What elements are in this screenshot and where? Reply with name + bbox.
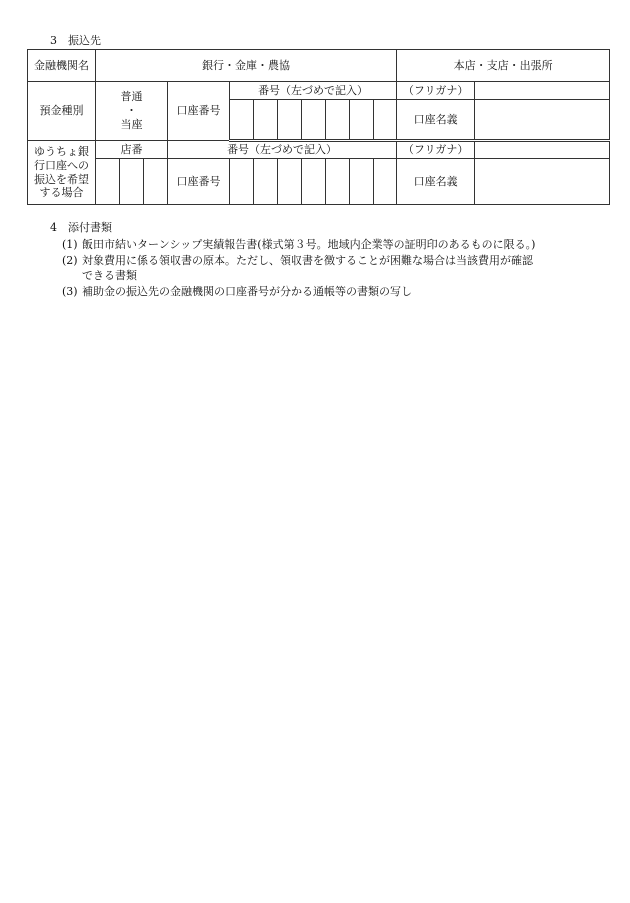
account-holder-field[interactable] (475, 100, 610, 141)
yucho-digit-box[interactable] (278, 159, 302, 205)
item-text-continued: できる書類 (82, 269, 137, 282)
yucho-furigana-field[interactable] (475, 141, 610, 159)
number-hint: 番号（左づめで記入） (230, 82, 397, 100)
furigana-field[interactable] (475, 82, 610, 100)
yucho-digit-box[interactable] (350, 159, 374, 205)
deposit-option-ordinary: 普通 (120, 90, 143, 104)
deposit-type-options[interactable] (96, 82, 168, 141)
yucho-digit-box[interactable] (254, 159, 278, 205)
yucho-digit-box[interactable] (374, 159, 397, 205)
bank-transfer-table (27, 49, 610, 205)
account-digit-box[interactable] (350, 100, 374, 141)
yucho-label-line: する場合 (39, 186, 84, 200)
yucho-account-number-label: 口座番号 (168, 159, 230, 205)
yucho-account-holder-field[interactable] (475, 159, 610, 205)
institution-label: 金融機関名 (28, 50, 96, 82)
yucho-number-hint: 番号（左づめで記入） (168, 141, 397, 159)
branch-name-field[interactable]: 本店・支店・出張所 (397, 50, 610, 82)
deposit-option-dot: ・ (126, 104, 137, 118)
list-item (62, 253, 622, 284)
item-number: (2) (62, 253, 78, 267)
deposit-type-label: 預金種別 (28, 82, 96, 141)
yucho-label-line: ゆうちょ銀 (34, 145, 89, 158)
account-digit-box[interactable] (254, 100, 278, 141)
account-digit-box[interactable] (374, 100, 397, 141)
yucho-label-line: 振込を希望 (34, 172, 89, 186)
yucho-label-line: 行口座への (34, 158, 89, 172)
account-number-label: 口座番号 (168, 82, 230, 141)
account-digit-box[interactable] (302, 100, 326, 141)
yucho-digit-box[interactable] (302, 159, 326, 205)
attachment-list (62, 237, 622, 299)
account-digit-box[interactable] (230, 100, 254, 141)
yucho-digit-box[interactable] (326, 159, 350, 205)
yucho-furigana-label: （フリガナ） (397, 141, 475, 159)
item-number: (3) (62, 284, 78, 298)
item-text: 補助金の振込先の金融機関の口座番号が分かる通帳等の書類の写し (82, 284, 412, 298)
item-number: (1) (62, 238, 78, 251)
yucho-account-holder-label: 口座名義 (397, 159, 475, 205)
section-4-heading: 4 添付書類 (50, 221, 112, 234)
branch-digit-box[interactable] (144, 159, 168, 205)
list-item (62, 284, 622, 300)
bank-name-field[interactable]: 銀行・金庫・農協 (96, 50, 397, 82)
item-text: 対象費用に係る領収書の原本。ただし、領収書を徴することが困難な場合は当該費用が確認 (82, 253, 533, 267)
list-item (62, 237, 622, 253)
deposit-option-current: 当座 (120, 117, 143, 131)
account-digit-box[interactable] (278, 100, 302, 141)
item-text: 飯田市結いターンシップ実績報告書(様式第３号。地域内企業等の証明印のあるものに限る。) (82, 238, 536, 251)
yucho-digit-box[interactable] (230, 159, 254, 205)
branch-digit-box[interactable] (120, 159, 144, 205)
branch-digit-box[interactable] (96, 159, 120, 205)
yucho-label (28, 141, 96, 205)
account-digit-box[interactable] (326, 100, 350, 141)
section-3-heading: 3 振込先 (50, 34, 101, 47)
furigana-label: （フリガナ） (397, 82, 475, 100)
branch-number-label: 店番 (96, 141, 168, 159)
account-holder-label: 口座名義 (397, 100, 475, 141)
